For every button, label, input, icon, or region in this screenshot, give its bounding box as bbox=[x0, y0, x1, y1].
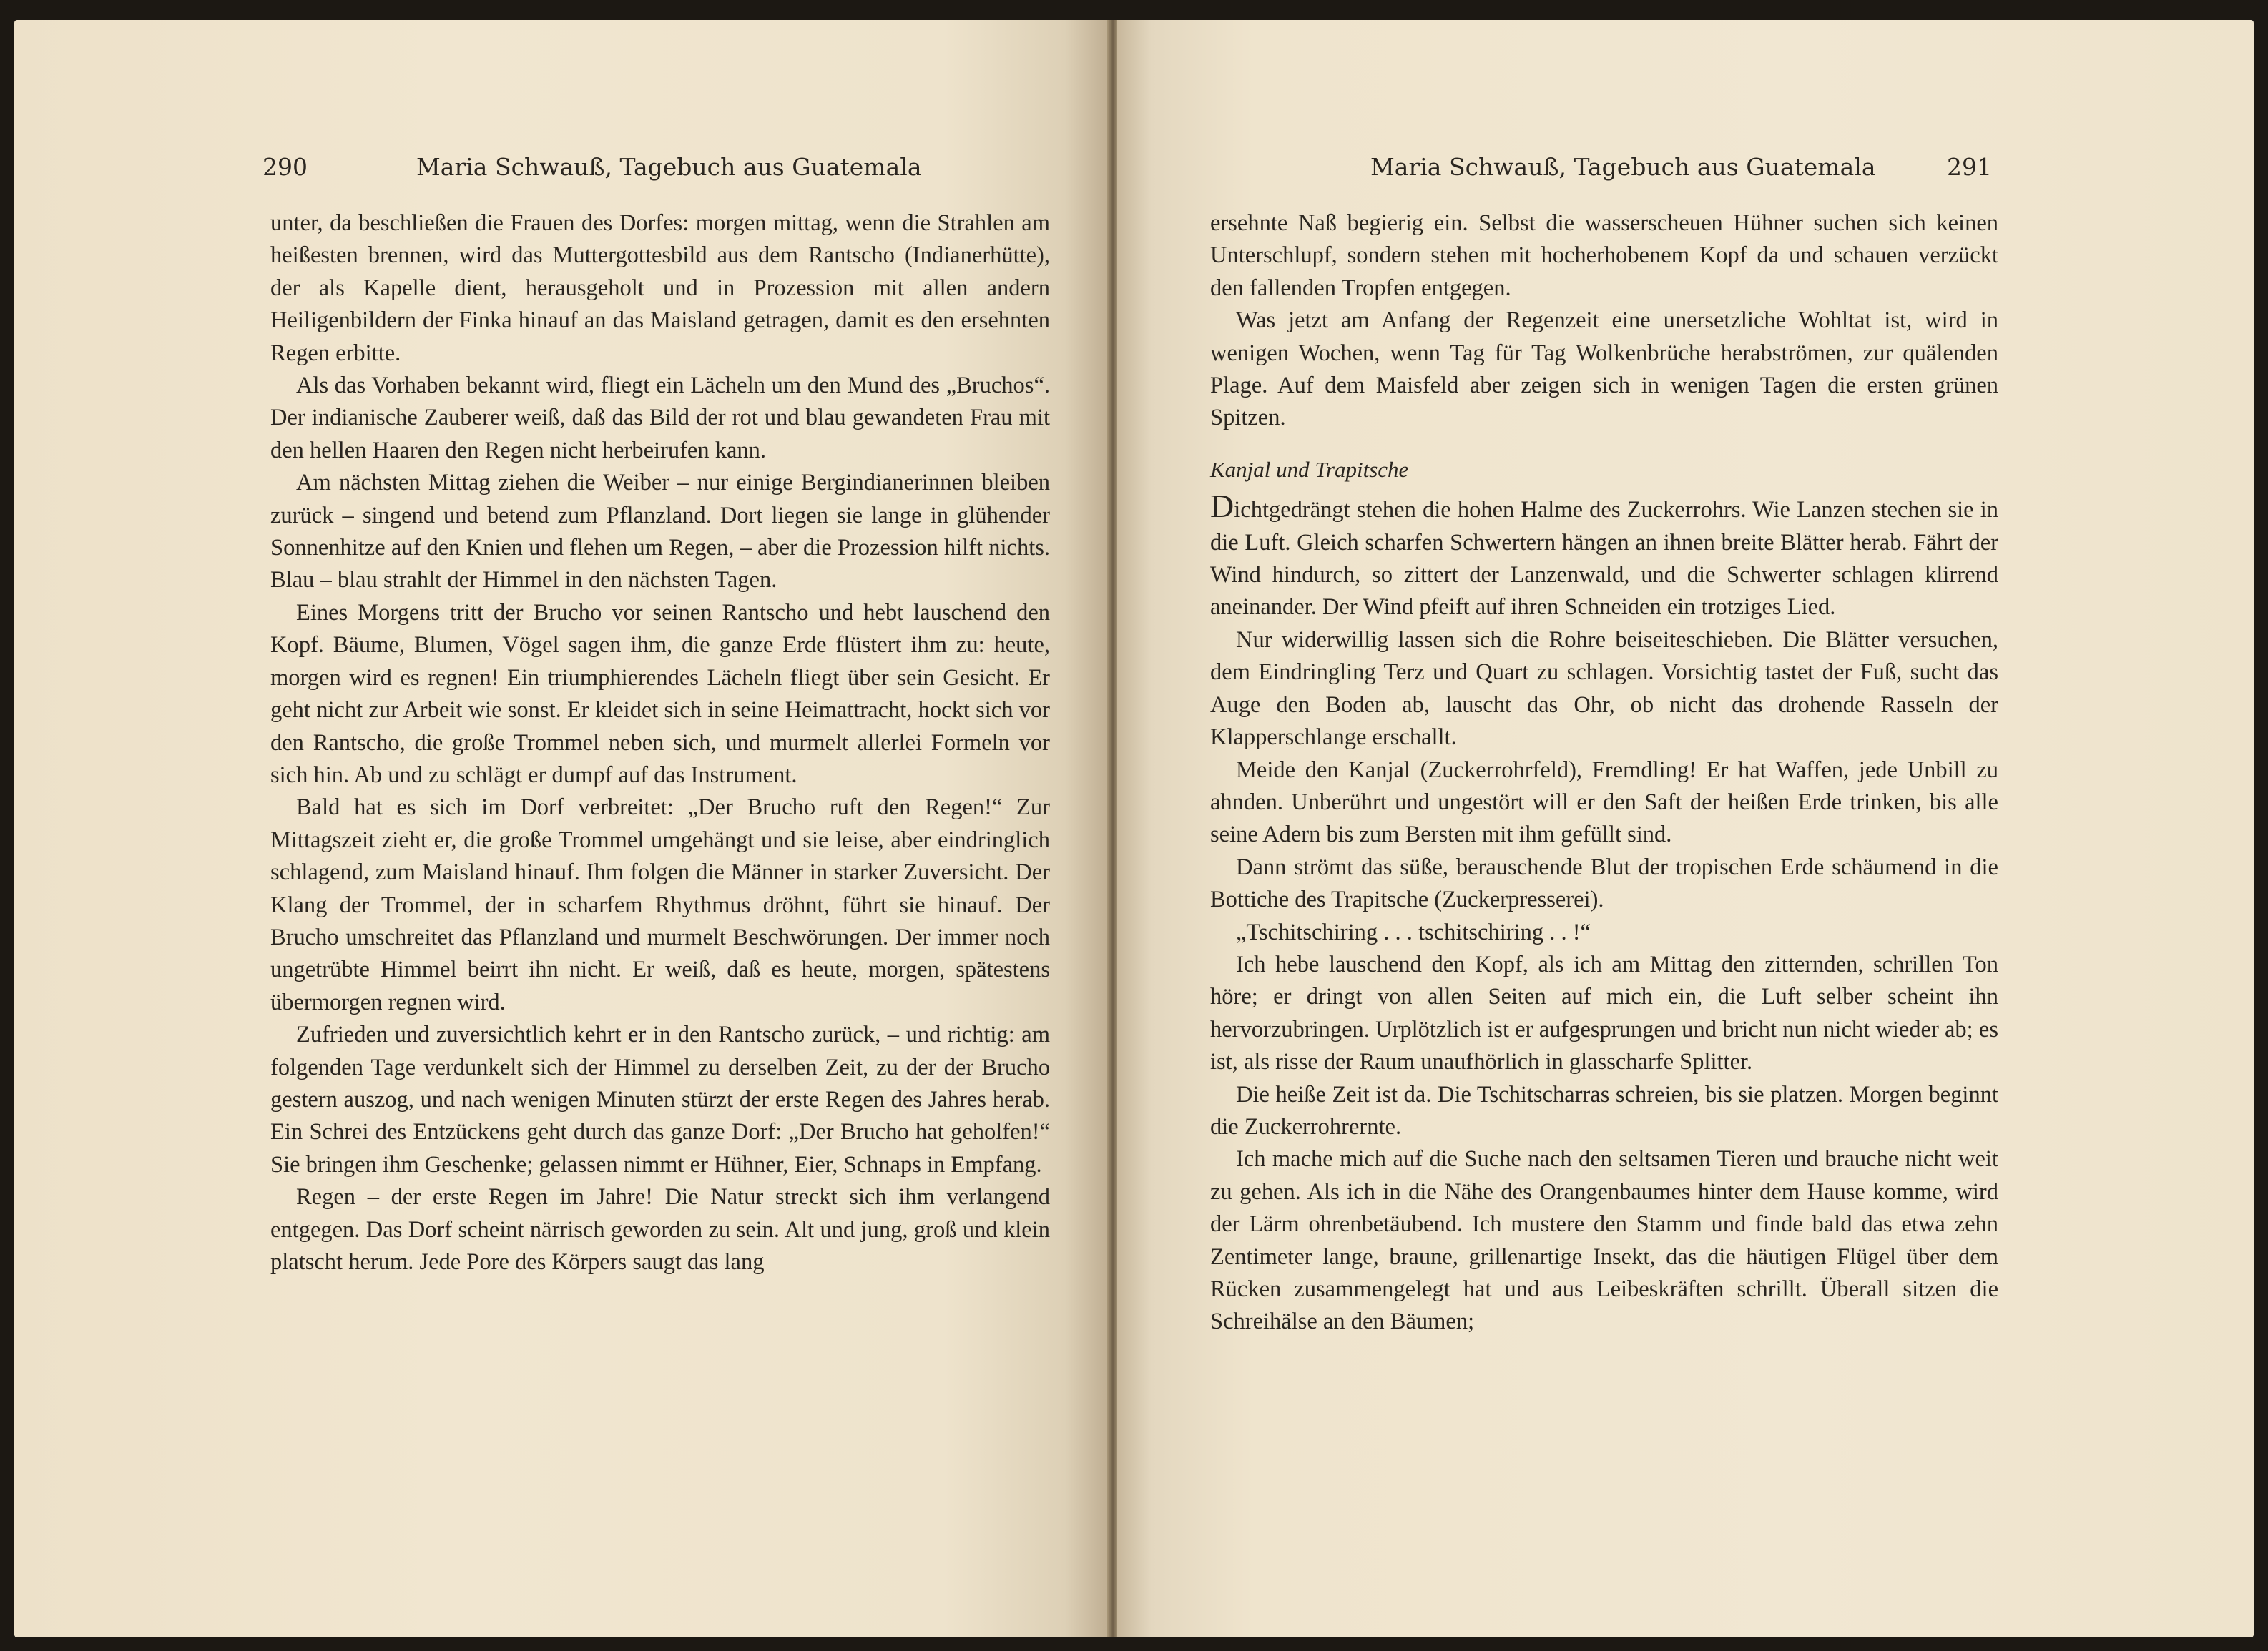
right-paragraph: Die heiße Zeit ist da. Die Tschitscharras schreien, bis sie platzen. Morgen beginnt die Zuckerrohrernte. bbox=[1210, 1081, 1998, 1140]
left-paragraph: Bald hat es sich im Dorf verbreitet: „Der Brucho ruft den Regen!“ Zur Mittagszeit zieht er, die große Trommel umgehängt und sie leise, aber eindringlich schlagend, zum Maisland hinauf. Ihm folgen die Männer in starker Zuversicht. Der Klang der Trommel, der in scharfem Rhythmus dröhnt, führt sie hinauf. Der Brucho umschreitet das Pflanzland und murmelt Beschwörungen. Der immer noch ungetrübte Himmel beirrt ihn nicht. Er weiß, daß es heute, morgen, spätestens übermorgen regnen wird. bbox=[270, 794, 1050, 1015]
left-running-title: Maria Schwauß, Tagebuch aus Guatemala bbox=[416, 153, 922, 181]
right-page-number: 291 bbox=[1947, 153, 1992, 181]
left-paragraph: Regen – der erste Regen im Jahre! Die Natur streckt sich ihm verlangend entgegen. Das Dorf scheint närrisch geworden zu sein. Alt und jung, groß und klein platscht herum. Jede Pore des Körpers saugt das lang bbox=[270, 1184, 1050, 1275]
drop-cap: D bbox=[1210, 488, 1234, 525]
left-paragraph: unter, da beschließen die Frauen des Dorfes: morgen mittag, wenn die Strahlen am heißesten brennen, wird das Muttergottesbild aus dem Rantscho (Indianerhütte), der als Kapelle dient, herausgeholt und in Prozession mit allen andern Heiligenbildern der Finka hinauf an das Maisland getragen, damit es den ersehnten Regen erbitte. bbox=[270, 210, 1050, 366]
right-paragraph: Ich mache mich auf die Suche nach den seltsamen Tieren und brauche nicht weit zu gehen. Als ich in die Nähe des Orangenbaumes hinter dem Hause komme, wird der Lärm ohrenbetäubend. Ich mustere den Stamm und finde bald das etwa zehn Zentimeter lange, braune, grillenartige Insekt, das die häutigen Flügel über dem Rücken zusammengelegt hat und aus Leibeskräften schrillt. Überall sitzen die Schreihälse an den Bäumen; bbox=[1210, 1146, 1998, 1335]
left-paragraph: Eines Morgens tritt der Brucho vor seinen Rantscho und hebt lauschend den Kopf. Bäume, Blumen, Vögel sagen ihm, die ganze Erde flüstert ihm zu: heute, morgen wird es regnen! Ein triumphierendes Lächeln fliegt über sein Gesicht. Er geht nicht zur Arbeit wie sonst. Er kleidet sich in seine Heimattracht, hockt sich vor den Rantscho, die große Trommel neben sich, und murmelt allerlei Formeln vor sich hin. Ab und zu schlägt er dumpf auf das Instrument. bbox=[270, 599, 1050, 788]
left-paragraph: Als das Vorhaben bekannt wird, fliegt ein Lächeln um den Mund des „Bruchos“. Der indianische Zauberer weiß, daß das Bild der rot und blau gewandeten Frau mit den hellen Haaren den Regen nicht herbeirufen kann. bbox=[270, 373, 1050, 463]
dropcap-paragraph-text: ichtgedrängt stehen die hohen Halme des Zuckerrohrs. Wie Lanzen stechen sie in die Luft. Gleich scharfen Schwertern hängen an ihnen breite Blätter herab. Fährt der Wind hindurch, so zittert der Lanzenwald, und die Schwerter schlagen klirrend aneinander. Der Wind pfeift auf ihren Schneiden ein trotziges Lied. bbox=[1210, 497, 1998, 621]
right-paragraph: ersehnte Naß begierig ein. Selbst die wasserscheuen Hühner suchen sich keinen Unterschlupf, sondern stehen mit hocherhobenem Kopf da und schauen verzückt den fallenden Tropfen entgegen. bbox=[1210, 210, 1998, 301]
left-body-text bbox=[270, 207, 1050, 1278]
left-page-number: 290 bbox=[262, 153, 308, 181]
right-paragraph: Was jetzt am Anfang der Regenzeit eine unersetzliche Wohltat ist, wird in wenigen Wochen, wenn Tag für Tag Wolkenbrüche herabströmen, zur quälenden Plage. Auf dem Maisfeld aber zeigen sich in wenigen Tagen die ersten grünen Spitzen. bbox=[1210, 307, 1998, 431]
left-page bbox=[14, 20, 1109, 1637]
right-paragraph: Ich hebe lauschend den Kopf, als ich am Mittag den zitternden, schrillen Ton höre; er dringt von allen Seiten auf mich ein, die Luft selber scheint ihn hervorzubringen. Urplötzlich ist er aufgesprungen und bricht nun nicht wieder ab; es ist, als risse der Raum unaufhörlich in glasscharfe Splitter. bbox=[1210, 951, 1998, 1075]
right-paragraph: Nur widerwillig lassen sich die Rohre beiseiteschieben. Die Blätter versuchen, dem Eindringling Terz und Quart zu schlagen. Vorsichtig tastet der Fuß, sucht das Auge den Boden ab, lauscht das Ohr, ob nicht das drohende Rasseln der Klapperschlange erschallt. bbox=[1210, 626, 1998, 751]
left-paragraph: Zufrieden und zuversichtlich kehrt er in den Rantscho zurück, – und richtig: am folgenden Tage verdunkelt sich der Himmel zu derselben Zeit, zu der der Brucho gestern auszog, und nach wenigen Minuten stürzt der erste Regen des Jahres herab. Ein Schrei des Entzückens geht durch das ganze Dorf: „Der Brucho hat geholfen!“ Sie bringen ihm Geschenke; gelassen nimmt er Hühner, Eier, Schnaps in Empfang. bbox=[270, 1022, 1050, 1178]
right-paragraph: Dann strömt das süße, berauschende Blut der tropischen Erde schäumend in die Bottiche des Trapitsche (Zuckerpresserei). bbox=[1210, 854, 1998, 913]
right-paragraph: „Tschitschiring . . . tschitschiring . . !“ bbox=[1236, 919, 1591, 945]
right-paragraph-dropcap bbox=[1210, 488, 1998, 624]
right-paragraph: Meide den Kanjal (Zuckerrohrfeld), Fremdling! Er hat Waffen, jede Unbill zu ahnden. Unberührt und ungestört will er den Saft der heißen Erde trinken, bis alle seine Adern bis zum Bersten mit ihm gefüllt sind. bbox=[1210, 756, 1998, 848]
right-body-text bbox=[1210, 207, 1998, 1339]
left-paragraph: Am nächsten Mittag ziehen die Weiber – nur einige Bergindianerinnen bleiben zurück – singend und betend zum Pflanzland. Dort liegen sie lange in glühender Sonnenhitze auf den Knien und flehen um Regen, – aber die Prozession hilft nichts. Blau – blau strahlt der Himmel in den nächsten Tagen. bbox=[270, 470, 1050, 593]
right-page bbox=[1117, 20, 2254, 1637]
section-heading: Kanjal und Trapitsche bbox=[1210, 456, 1409, 482]
right-running-title: Maria Schwauß, Tagebuch aus Guatemala bbox=[1370, 153, 1876, 181]
